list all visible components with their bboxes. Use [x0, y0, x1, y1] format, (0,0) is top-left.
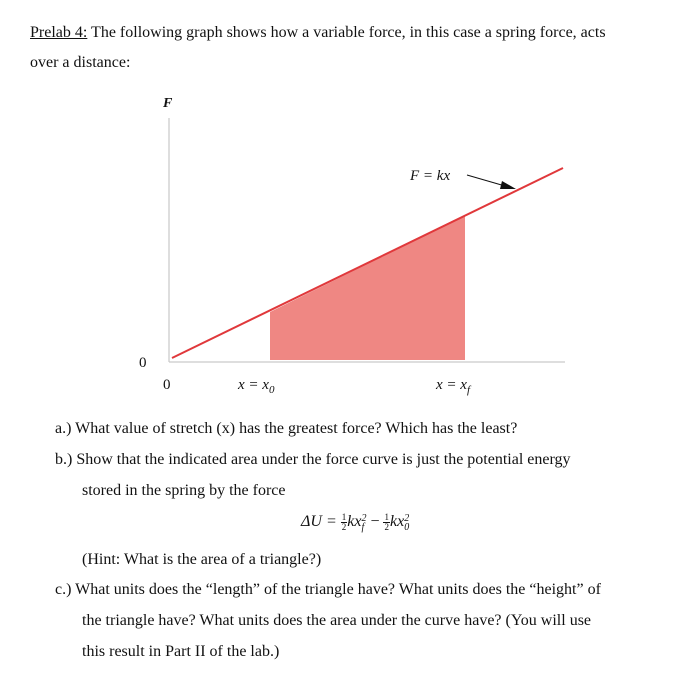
- potential-energy-equation: [301, 513, 409, 532]
- origin-x-label: 0: [163, 377, 171, 393]
- eq-kx-2: kx: [389, 513, 405, 531]
- label-arrow-head: [500, 181, 516, 189]
- eq-sup-2: 2: [404, 512, 410, 524]
- eq-frac2-den: 2: [384, 522, 389, 532]
- eq-sub-f: f: [361, 521, 365, 533]
- y-axis-label: F: [163, 96, 173, 111]
- area-under-curve: [270, 216, 465, 360]
- eq-minus: −: [366, 513, 384, 531]
- question-c-line-3: this result in Part II of the lab.): [82, 643, 280, 660]
- eq-frac2-num: 1: [384, 512, 389, 522]
- eq-sub-0: 0: [404, 521, 410, 533]
- eq-sup-1: 2: [361, 512, 367, 524]
- xf-label: [435, 377, 472, 396]
- question-c-line-1: c.) What units does the “length” of the triangle have? What units does the “height” of: [55, 581, 601, 598]
- eq-kx-1: kx: [347, 513, 362, 531]
- eq-lhs: ΔU =: [301, 513, 341, 531]
- prelab-label: Prelab 4:: [30, 24, 88, 41]
- eq-frac1-num: 1: [341, 512, 347, 522]
- question-b-line-2: stored in the spring by the force: [82, 482, 286, 499]
- x0-subscript: 0: [268, 384, 275, 396]
- eq-supsub-2: [404, 514, 409, 532]
- question-c-line-2: the triangle have? What units does the area under the curve have? (You will use: [82, 612, 592, 629]
- origin-y-label: 0: [139, 355, 147, 371]
- xf-label-text: x = x: [436, 377, 467, 393]
- x0-label-text: x = x: [238, 377, 269, 393]
- question-b-line-1: b.) Show that the indicated area under the force curve is just the potential energy: [55, 451, 571, 468]
- x0-label: [237, 377, 275, 396]
- eq-frac1-den: 2: [341, 522, 347, 532]
- intro-line-2: over a distance:: [30, 54, 131, 71]
- hint: (Hint: What is the area of a triangle?): [82, 551, 322, 568]
- xf-subscript: f: [466, 384, 470, 396]
- intro-text-1: The following graph shows how a variable force, in this case a spring force, acts: [87, 24, 606, 41]
- line-equation-label: F = kx: [410, 168, 451, 184]
- question-a: a.) What value of stretch (x) has the greatest force? Which has the least?: [55, 420, 518, 437]
- label-arrow-shaft: [467, 175, 505, 186]
